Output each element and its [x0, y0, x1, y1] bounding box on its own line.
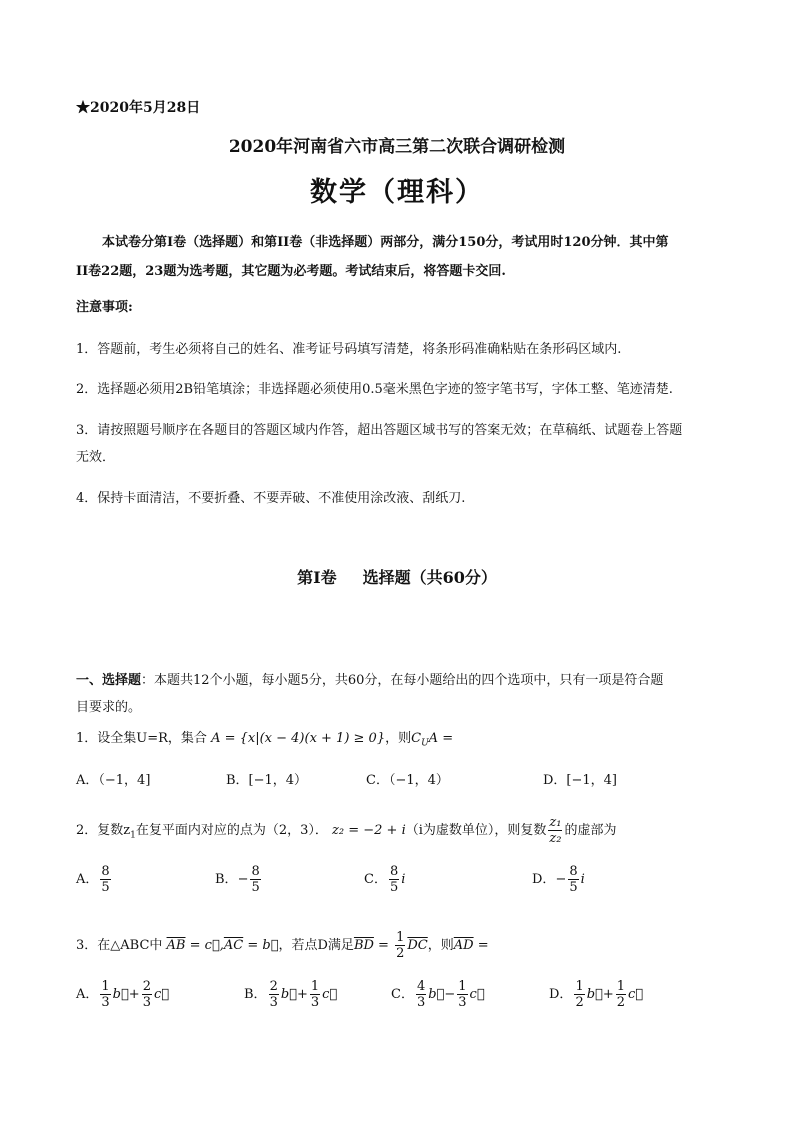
q3-a-n2: 2 [142, 979, 151, 994]
q3-d-v2: c⃗ [628, 987, 644, 1002]
q1-option-d: D．[−1，4] [543, 773, 618, 788]
q3-a-v1: b⃗ [112, 987, 129, 1002]
q2-a-label: A． [76, 872, 99, 887]
question-3 [76, 930, 489, 961]
q2-option-b [215, 864, 263, 895]
q3-option-a [76, 979, 169, 1010]
notice-item-2: 2．选择题必须用2B铅笔填涂；非选择题必须使用0.5毫米黑色字迹的签字笔书写，字体工整、笔迹清楚. [76, 382, 673, 397]
q3-d-frac1 [574, 979, 584, 1010]
q3-a-op: + [128, 987, 140, 1002]
q3-c-d1: 3 [416, 995, 426, 1010]
q3-eq3: = [373, 938, 394, 953]
q2-d-label: D． [532, 872, 556, 887]
q3-b-label: B． [244, 987, 267, 1002]
q3-option-b [244, 979, 337, 1010]
q3-b-n1: 2 [269, 979, 278, 994]
q3-half-num: 1 [396, 930, 405, 945]
q2-d-den: 5 [569, 880, 578, 895]
q2-option-c [364, 864, 405, 895]
q2-middle: 在复平面内对应的点为（2，3）． [135, 823, 328, 838]
q2-suffix: 的虚部为 [564, 823, 617, 838]
q2-c-frac [389, 864, 399, 895]
q3-c-d2: 3 [458, 995, 467, 1010]
q2-a-num: 8 [101, 864, 110, 879]
q3-b-n2: 1 [310, 979, 320, 994]
q3-b-frac2 [310, 979, 320, 1010]
q2-option-d [532, 864, 585, 895]
q2-c-label: C． [364, 872, 387, 887]
q3-vec-ac: $\overline{AC}$ [223, 938, 244, 953]
q3-vec-bd: $\overline{BD}$ [353, 938, 374, 953]
q3-vec-dc: $\overline{DC}$ [407, 938, 428, 953]
q2-a-den: 5 [101, 880, 110, 895]
q2-frac-num: z₁ [549, 815, 562, 830]
intro-line-1: 本试卷分第Ⅰ卷（选择题）和第II卷（非选择题）两部分，满分150分，考试用时120分钟．其中第 [102, 235, 669, 250]
q3-d-n1: 1 [575, 979, 584, 994]
q2-a-frac [100, 864, 110, 895]
q3-c-label: C． [391, 987, 414, 1002]
q3-d-d1: 2 [575, 995, 584, 1010]
q2-d-sign: − [555, 872, 567, 887]
q2-z2: z₂ = −2 + i [332, 823, 406, 838]
q2-frac-den: z₂ [549, 831, 562, 846]
q3-vec-ad: $\overline{AD}$ [453, 938, 474, 953]
q2-option-a [76, 864, 113, 895]
q3-a-label: A． [76, 987, 99, 1002]
part-1-volume: 第Ⅰ卷 [297, 568, 337, 587]
question-2 [76, 815, 617, 846]
q3-a-d2: 3 [142, 995, 151, 1010]
q1-suffix: ，则 [385, 731, 412, 746]
q1-complement-tail: A = [428, 731, 454, 746]
q3-d-v1: b⃗ [586, 987, 603, 1002]
q3-c-op: − [444, 987, 456, 1002]
q3-b-d1: 3 [269, 995, 278, 1010]
q3-half-den: 2 [396, 946, 405, 961]
q1-set: A = {x|(x − 4)(x + 1) ≥ 0} [211, 731, 386, 746]
q2-fraction [548, 815, 562, 846]
q3-d-frac2 [616, 979, 626, 1010]
notice-item-1: 1．答题前，考生必须将自己的姓名、准考证号码填写清楚，将条形码准确粘贴在条形码区域内. [76, 342, 622, 357]
q3-vec-ab: $\overline{AB}$ [166, 938, 186, 953]
part-1-heading [0, 565, 794, 588]
q2-c-num: 8 [389, 864, 399, 879]
q2-b-num: 8 [251, 864, 260, 879]
q2-d-tail: i [580, 872, 585, 887]
q1-option-b: B．[−1，4） [226, 773, 308, 788]
q3-half [395, 930, 405, 961]
q2-c-tail: i [401, 872, 406, 887]
q3-c-v1: b⃗ [428, 987, 445, 1002]
q3-b-v1: b⃗ [280, 987, 297, 1002]
intro-paragraph [76, 228, 726, 286]
section-1-text-a: ：本题共12个小题，每小题5分，共60分，在每小题给出的四个选项中，只有一项是符合题 [141, 673, 664, 688]
notice-item-3: 3．请按照题号顺序在各题目的答题区域内作答，超出答题区域书写的答案无效；在草稿纸、试题卷上答题 [76, 423, 683, 438]
q2-b-sign: − [237, 872, 249, 887]
q3-eq1: = c⃗, [185, 938, 224, 953]
section-1-label: 一、选择题 [76, 673, 142, 688]
exam-date: ★2020年5月28日 [76, 100, 201, 116]
notice-item-3-cont: 无效． [76, 450, 116, 465]
notice-heading: 注意事项: [76, 300, 133, 315]
q2-middle2: （i为虚数单位），则复数 [405, 823, 547, 838]
q3-b-frac1 [269, 979, 279, 1010]
notice-item-4: 4．保持卡面清洁，不要折叠、不要弄破、不准使用涂改液、刮纸刀. [76, 491, 466, 506]
q1-prefix: 1．设全集U=R，集合 [76, 731, 207, 746]
q3-option-d [549, 979, 643, 1010]
q2-prefix: 2．复数z [76, 823, 131, 838]
q3-d-label: D． [549, 987, 573, 1002]
q3-eq2: = b⃗ [243, 938, 279, 953]
q3-b-op: + [296, 987, 308, 1002]
q3-a-frac2 [142, 979, 152, 1010]
q2-b-label: B． [215, 872, 238, 887]
q3-d-n2: 1 [616, 979, 626, 994]
section-1-intro-cont: 目要求的。 [76, 700, 142, 715]
q3-d-op: + [602, 987, 614, 1002]
q3-c-n1: 4 [416, 979, 426, 994]
q3-b-d2: 3 [310, 995, 320, 1010]
q2-c-den: 5 [389, 880, 399, 895]
part-1-title: 选择题（共60分） [362, 568, 497, 587]
q3-a-d1: 3 [101, 995, 110, 1010]
q2-d-frac [568, 864, 578, 895]
q3-middle: ，若点D满足 [278, 938, 354, 953]
q2-b-frac [250, 864, 260, 895]
q3-d-d2: 2 [616, 995, 626, 1010]
q3-eq4: = [473, 938, 489, 953]
q3-a-frac1 [100, 979, 110, 1010]
q3-c-n2: 1 [458, 979, 467, 994]
q1-option-a: A．（−1，4] [76, 773, 151, 788]
question-1 [76, 727, 453, 749]
q3-c-v2: c⃗ [469, 987, 485, 1002]
q3-middle2: ，则 [427, 938, 454, 953]
intro-line-2: II卷22题，23题为选考题，其它题为必考题。考试结束后，将答题卡交回. [76, 264, 506, 279]
q3-option-c [391, 979, 485, 1010]
q1-complement: C [411, 731, 422, 746]
q3-a-n1: 1 [101, 979, 110, 994]
q2-d-num: 8 [569, 864, 578, 879]
q2-b-den: 5 [251, 880, 260, 895]
section-1-intro [76, 669, 663, 688]
q2-sub: 1 [130, 830, 136, 841]
q1-complement-sub: U [421, 738, 429, 749]
q3-a-v2: c⃗ [153, 987, 170, 1002]
subject-title: 数学（理科） [310, 177, 484, 208]
q3-c-frac2 [457, 979, 467, 1010]
q3-b-v2: c⃗ [322, 987, 338, 1002]
exam-title: 2020年河南省六市高三第二次联合调研检测 [228, 137, 566, 157]
q3-prefix: 3．在△ABC中 [76, 938, 163, 953]
q1-option-c: C．（−1，4） [366, 773, 449, 788]
q3-c-frac1 [416, 979, 426, 1010]
